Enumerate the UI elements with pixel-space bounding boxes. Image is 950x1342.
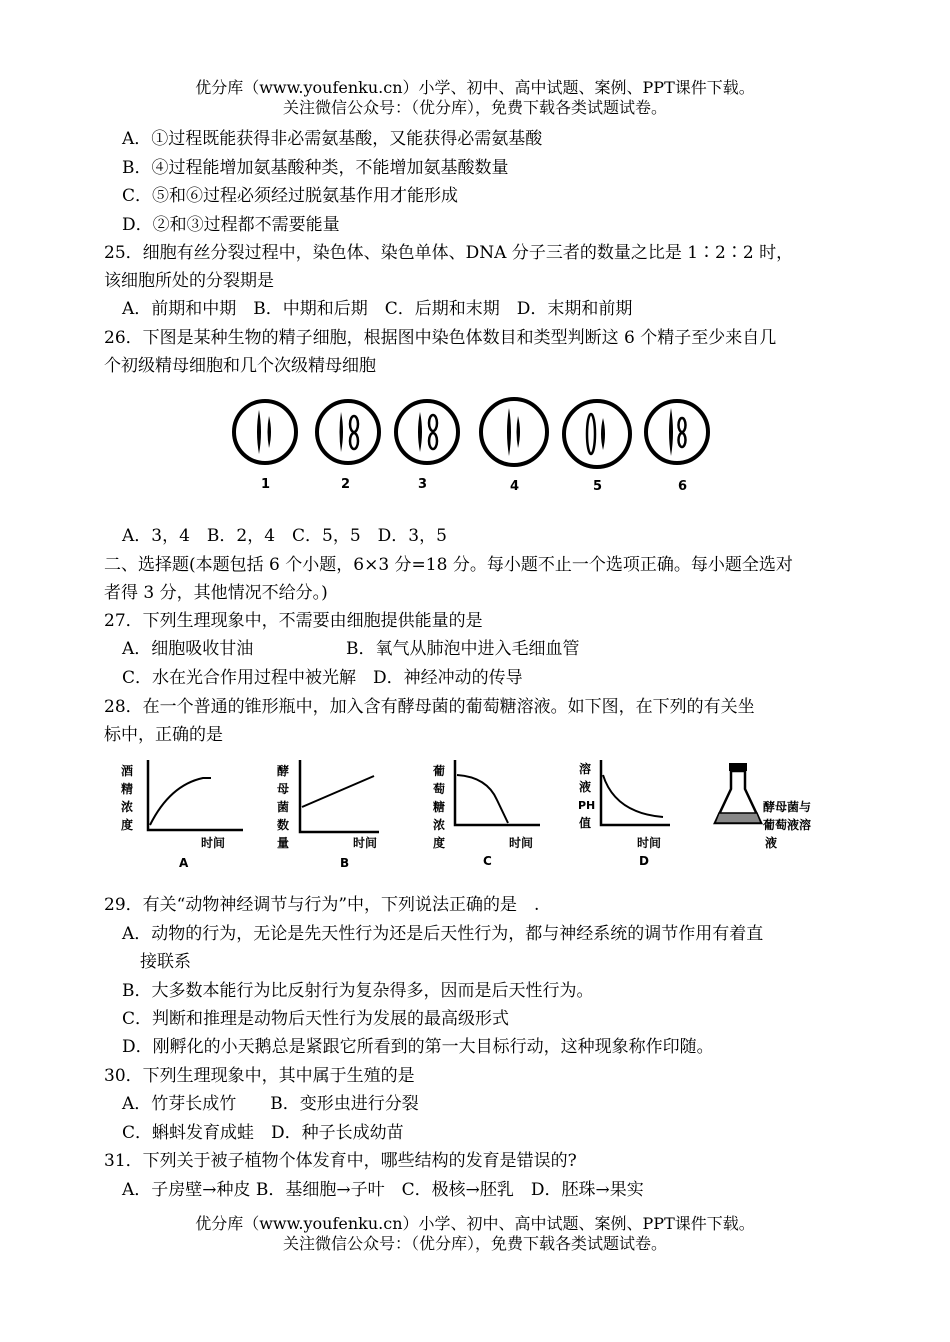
graph-c-ylabel-2: 萄	[433, 782, 446, 796]
graph-d-xlabel: 时间	[637, 836, 662, 850]
graph-c-xlabel: 时间	[509, 836, 534, 850]
q24-option-b: B．④过程能增加氨基酸种类，不能增加氨基酸数量	[122, 158, 509, 178]
graph-b-letter: B	[340, 856, 350, 870]
cell-2	[317, 401, 379, 463]
q30-options-cd: C．蝌蚪发育成蛙 D．种子长成幼苗	[122, 1123, 404, 1143]
q29-stem: 29．有关“动物神经调节与行为”中，下列说法正确的是 .	[104, 895, 540, 915]
graph-b-ylabel-5: 量	[277, 836, 290, 850]
graph-a-axes	[148, 760, 243, 830]
footer-line-2: 关注微信公众号：（优分库），免费下载各类试题试卷。	[282, 1234, 667, 1253]
graph-c-ylabel-1: 葡	[433, 764, 446, 778]
cell-label-2: 2	[341, 477, 351, 492]
q25-stem-2: 该细胞所处的分裂期是	[104, 271, 274, 291]
graph-b-ylabel-1: 酵	[277, 764, 290, 778]
q31-options: A．子房壁→种皮 B．基细胞→子叶 C．极核→胚乳 D．胚珠→果实	[122, 1180, 644, 1200]
graph-a-ylabel-2: 精	[121, 782, 134, 796]
graph-d-ylabel-4: 值	[579, 816, 592, 830]
q29-option-a-2: 接联系	[140, 952, 191, 972]
cell-label-6: 6	[678, 479, 688, 494]
graph-d-ylabel-3: PH	[578, 799, 596, 812]
cell-6	[646, 401, 708, 463]
cell-label-5: 5	[593, 479, 603, 494]
cell-3	[396, 401, 458, 463]
graph-c-axes	[455, 760, 540, 825]
graph-a-curve	[150, 778, 211, 825]
q29-option-c: C．判断和推理是动物后天性行为发展的最高级形式	[122, 1009, 510, 1029]
q29-option-d: D．刚孵化的小天鹅总是紧跟它所看到的第一大目标行动，这种现象称作印随。	[122, 1037, 714, 1057]
flask-label-3: 液	[765, 836, 778, 850]
q31-stem: 31．下列关于被子植物个体发育中，哪些结构的发育是错误的?	[104, 1151, 577, 1171]
header-line-2: 关注微信公众号：（优分库），免费下载各类试题试卷。	[282, 98, 667, 117]
graph-a-letter: A	[179, 856, 189, 870]
graph-d	[578, 760, 670, 868]
graph-d-ylabel-1: 溶	[579, 762, 592, 776]
header-line-1: 优分库（www.youfenku.cn）小学、初中、高中试题、案例、PPT课件下载。	[195, 78, 755, 97]
cell-4	[481, 399, 547, 465]
cell-label-3: 3	[418, 477, 428, 492]
q27-stem: 27．下列生理现象中，不需要由细胞提供能量的是	[104, 611, 483, 631]
graph-c-curve	[457, 775, 508, 823]
graph-d-letter: D	[639, 854, 649, 868]
q26-stem-1: 26．下图是某种生物的精子细胞，根据图中染色体数目和类型判断这 6 个精子至少来自几	[104, 328, 777, 348]
graph-c-letter: C	[483, 854, 492, 868]
q25-stem-1: 25．细胞有丝分裂过程中，染色体、染色单体、DNA 分子三者的数量之比是 1∶2∶2 时，	[104, 243, 794, 263]
q30-options-ab: A．竹芽长成竹 B．变形虫进行分裂	[122, 1094, 419, 1114]
graph-b	[277, 760, 379, 870]
graph-b-axes	[300, 760, 379, 832]
graph-b-ylabel-4: 数	[277, 818, 290, 832]
section2-intro-2: 者得 3 分，其他情况不给分。)	[104, 583, 328, 603]
graph-c-ylabel-4: 浓	[433, 818, 446, 832]
graph-d-ylabel-2: 液	[579, 780, 592, 794]
q27-options-cd: C．水在光合作用过程中被光解 D．神经冲动的传导	[122, 668, 523, 688]
section2-intro-1: 二、选择题(本题包括 6 个小题，6×3 分=18 分。每小题不止一个选项正确。每小题全选对	[104, 555, 793, 575]
q26-stem-2: 个初级精母细胞和几个次级精母细胞	[104, 356, 376, 376]
graph-a-ylabel-4: 度	[121, 818, 134, 832]
q24-option-d: D．②和③过程都不需要能量	[122, 215, 340, 235]
footer-line-1: 优分库（www.youfenku.cn）小学、初中、高中试题、案例、PPT课件下载。	[195, 1214, 755, 1233]
flask-solution	[715, 813, 761, 823]
graph-c-ylabel-3: 糖	[433, 800, 446, 814]
q27-option-a: A．细胞吸收甘油	[122, 639, 254, 659]
graph-b-line	[302, 776, 374, 807]
cell-label-4: 4	[510, 479, 520, 494]
q29-option-b: B．大多数本能行为比反射行为复杂得多，因而是后天性行为。	[122, 981, 594, 1001]
cell-label-1: 1	[261, 477, 271, 492]
q24-option-a: A．①过程既能获得非必需氨基酸，又能获得必需氨基酸	[122, 129, 543, 149]
graph-c	[432, 760, 540, 868]
graph-c-ylabel-5: 度	[433, 836, 446, 850]
graph-d-curve	[603, 775, 663, 817]
graph-b-ylabel-2: 母	[277, 782, 290, 796]
q24-option-c: C．⑤和⑥过程必须经过脱氨基作用才能形成	[122, 186, 459, 206]
q29-option-a-1: A．动物的行为，无论是先天性行为还是后天性行为，都与神经系统的调节作用有着直	[122, 924, 764, 944]
q28-stem-1: 28．在一个普通的锥形瓶中，加入含有酵母菌的葡萄糖溶液。如下图，在下列的有关坐	[104, 697, 755, 717]
q28-stem-2: 标中，正确的是	[104, 725, 223, 745]
graph-a-xlabel: 时间	[201, 836, 226, 850]
graph-a-ylabel-3: 浓	[121, 800, 134, 814]
flask-figure	[715, 763, 811, 850]
sperm-cells-figure	[225, 390, 725, 500]
flask-label-2: 葡萄液溶	[763, 818, 812, 832]
q30-stem: 30．下列生理现象中，其中属于生殖的是	[104, 1066, 415, 1086]
graph-a	[120, 760, 243, 870]
q28-graphs-figure	[115, 755, 835, 873]
q26-options: A．3，4 B．2，4 C．5，5 D．3，5	[122, 526, 447, 546]
graph-b-ylabel-3: 菌	[277, 800, 290, 814]
q25-options: A．前期和中期 B．中期和后期 C．后期和末期 D．末期和前期	[122, 299, 633, 319]
flask-label-1: 酵母菌与	[763, 800, 812, 814]
graph-b-xlabel: 时间	[353, 836, 378, 850]
cell-5	[564, 401, 630, 467]
graph-a-ylabel-1: 酒	[121, 764, 134, 778]
cell-1	[234, 401, 296, 463]
q27-option-b: B．氧气从肺泡中进入毛细血管	[346, 639, 580, 659]
